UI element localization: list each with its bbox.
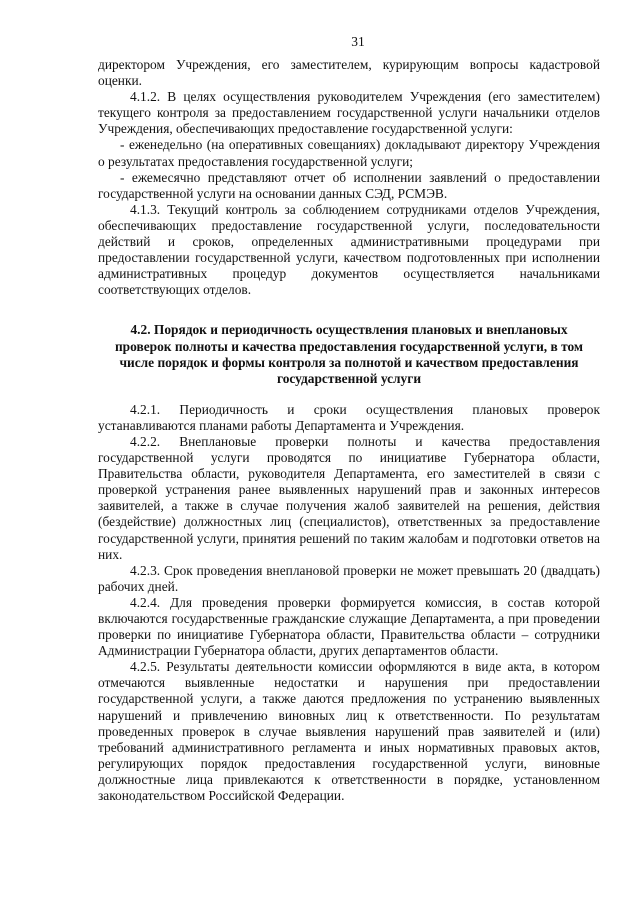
paragraph-dash-monthly: - ежемесячно представляют отчет об исполнении заявлений о предоставлении государственной услуги на основании данных СЭД, РСМЭВ. — [98, 169, 600, 201]
paragraph-4-1-2: 4.1.2. В целях осуществления руководителем Учреждения (его заместителем) текущего контроля за предоставлением государственной услуги начальники отделов Учреждения, обеспечивающих предоставление государственной услуги: — [98, 89, 600, 137]
paragraph-4-2-1: 4.2.1. Периодичность и сроки осуществления плановых проверок устанавливаются планами работы Департамента и Учреждения. — [98, 401, 600, 433]
page-number: 31 — [351, 34, 365, 49]
section-heading-4-2: 4.2. Порядок и периодичность осуществления плановых и внеплановых проверок полноты и качества предоставления государственной услуги, в том числе порядок и формы контроля за полнотой и качеством предоставления государственной услуги — [114, 322, 584, 386]
paragraph-4-2-4: 4.2.4. Для проведения проверки формируется комиссия, в состав которой включаются государственные гражданские служащие Департамента, а при проведении проверки по инициативе Губернатора области, Правительства области – сотрудники Администрации Губернатора области, других департаментов области. — [98, 594, 600, 659]
paragraph-4-1-3: 4.1.3. Текущий контроль за соблюдением сотрудниками отделов Учреждения, обеспечивающих предоставление государственной услуги, последовательности действий и сроков, определенных административными процедурами при предоставлении государственной услуги, качеством подготовленных при исполнении административных процедур документов осуществляется начальниками соответствующих отделов. — [98, 201, 600, 298]
paragraph-continuation: директором Учреждения, его заместителем, курирующим вопросы кадастровой оценки. — [98, 57, 600, 89]
paragraph-dash-weekly: - еженедельно (на оперативных совещаниях) докладывают директору Учреждения о результатах предоставления государственной услуги; — [98, 137, 600, 169]
paragraph-4-2-5: 4.2.5. Результаты деятельности комиссии оформляются в виде акта, в котором отмечаются выявленные недостатки и нарушения при предоставлении государственной услуги, а также даются предложения по устранению выявленных нарушений и привлечению виновных лиц к ответственности. По результатам проведенных проверок в случае выявления нарушений прав заявителей и (или) требований административного регламента и иных нормативных правовых актов, регулирующих порядок предоставления государственной услуги, виновные должностные лица привлекаются к ответственности в порядке, установленном законодательством Российской Федерации. — [98, 659, 600, 804]
paragraph-4-2-3: 4.2.3. Срок проведения внеплановой проверки не может превышать 20 (двадцать) рабочих дней. — [98, 562, 600, 594]
paragraph-4-2-2: 4.2.2. Внеплановые проверки полноты и качества предоставления государственной услуги проводятся по инициативе Губернатора области, Правительства области, руководителя Департамента, его заместителей в связи с проверкой устранения ранее выявленных нарушений прав и законных интересов заявителей, а также в случае получения жалоб заявителей на решения, действия (бездействие) должностных лиц (специалистов), ответственных за предоставление государственной услуги, принятия решений по таким жалобам и подготовки ответов на них. — [98, 433, 600, 562]
